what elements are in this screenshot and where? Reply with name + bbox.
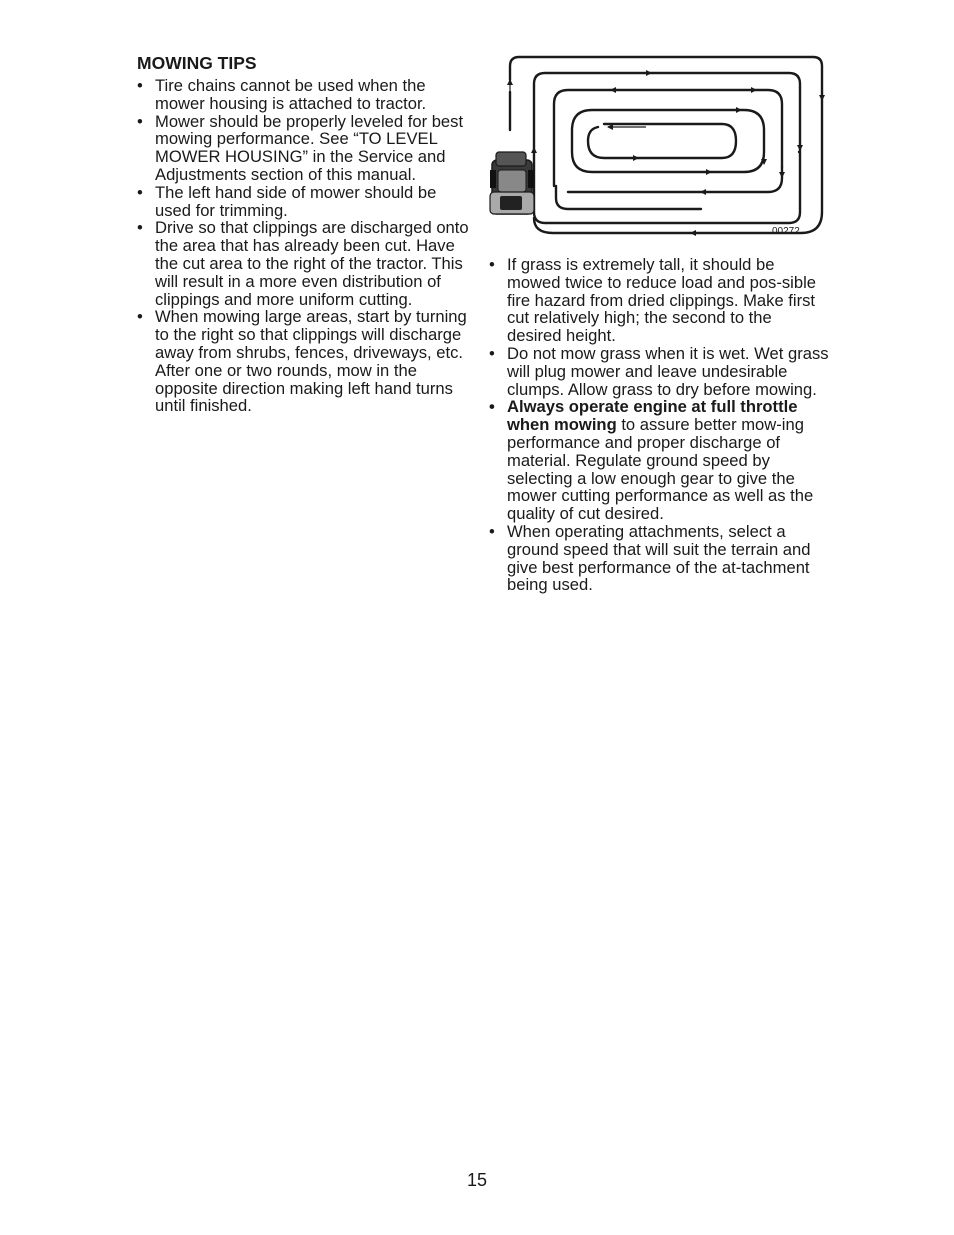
mowing-pattern-diagram (486, 52, 832, 242)
section-title: MOWING TIPS (137, 53, 257, 73)
list-item (137, 308, 473, 415)
tip-text: to assure better mow-ing performance and proper discharge of material. Regulate ground speed by selecting a low enough gear to give the mower cutting performance as well as the quality of cut desired. (507, 415, 814, 524)
list-item (489, 523, 829, 594)
tip-text: Do not mow grass when it is wet. Wet grass will plug mower and leave undesirable clumps. Allow grass to dry before mowing. (507, 343, 829, 399)
list-item (137, 219, 473, 308)
riding-mower-icon (490, 152, 534, 214)
tip-text: Tire chains cannot be used when the mower housing is attached to tractor. (155, 76, 427, 113)
tip-text: When mowing large areas, start by turning to the right so that clippings will discharge away from shrubs, fences, driveways, etc. After one or two rounds, mow in the opposite direction making left hand turns until finished. (155, 307, 467, 416)
left-tips-list (137, 77, 473, 415)
bullet: • (489, 397, 495, 417)
tip-text: Mower should be properly leveled for best mowing performance. See “TO LEVEL MOWER HOUSING” in the Service and Adjustments section of this manual. (155, 111, 464, 184)
list-item (489, 398, 829, 523)
bullet: • (137, 218, 143, 238)
bullet: • (137, 182, 143, 202)
mowing-pattern-figure (486, 52, 832, 242)
list-item (137, 184, 473, 220)
tip-text: The left hand side of mower should be used for trimming. (155, 182, 437, 220)
tip-text: If grass is extremely tall, it should be mowed twice to reduce load and pos-sible fire hazard from dried clippings. Make first cut relatively high; the second to the desired height. (507, 255, 817, 346)
tip-text: When operating attachments, select a ground speed that will suit the terrain and give best performance of the at-tachment being used. (507, 521, 811, 595)
bullet: • (489, 521, 495, 541)
list-item (489, 256, 829, 345)
tip-text: Drive so that clippings are discharged onto the area that has already been cut. Have the cut area to the right of the tractor. This will result in a more even distribution of clippings and more uniform cutting. (155, 218, 469, 309)
list-item (137, 113, 473, 184)
list-item (489, 345, 829, 398)
bullet: • (137, 76, 143, 95)
page-number: 15 (466, 1170, 488, 1190)
list-item (137, 77, 473, 113)
left-column (137, 53, 473, 415)
right-tips-list (489, 256, 829, 594)
bullet: • (137, 307, 143, 327)
bullet: • (137, 111, 143, 131)
figure-code: 00272 (772, 226, 800, 237)
bullet: • (489, 343, 495, 363)
right-column (489, 256, 829, 594)
bullet: • (489, 255, 495, 274)
tip-bold-text: Always operate engine at full throttle when mowing (507, 397, 798, 435)
